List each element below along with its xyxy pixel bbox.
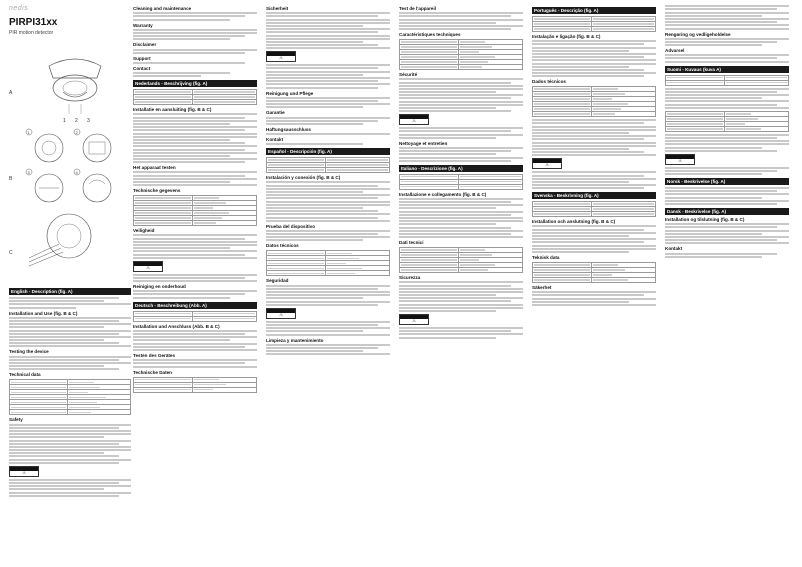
section-sicherheit: Sicherheit: [266, 6, 289, 11]
section-kontakt-da: Kontakt: [665, 246, 683, 252]
section-install-it: Installazione e collegamento (fig. B & C): [399, 191, 487, 197]
section-advarsel: Advarsel: [665, 48, 685, 54]
section-install-sv: Installation och anslutning (fig. B & C): [532, 219, 616, 225]
figure-area: [9, 48, 131, 278]
section-testing: Testing the device: [9, 349, 49, 355]
section-installation-nl: Installatie en aansluiting (fig. B & C): [133, 107, 212, 113]
section-german: Deutsch - Beschreibung (Abb. A): [133, 302, 257, 309]
section-tech-nl: Technische gegevens: [133, 188, 181, 194]
caution-label-fi: ⚠: [665, 154, 695, 165]
section-kontakt: Kontakt: [266, 137, 284, 143]
section-svenska: Svenska - Beskrivning (fig. A): [532, 192, 656, 199]
figure-label-a: A: [9, 90, 13, 96]
caution-label-it: ⚠: [399, 314, 429, 325]
callout-2: 2: [75, 118, 78, 124]
section-disclaimer: Disclaimer: [133, 42, 157, 48]
tech-table-en: [9, 379, 131, 415]
caution-label-de: ⚠: [266, 51, 296, 62]
section-reiniging: Reiniging en onderhoud: [133, 284, 186, 290]
section-securite: Sécurité: [399, 72, 418, 78]
column-4: [399, 4, 523, 560]
column-2: [133, 4, 257, 560]
section-sakerhet: Säkerhet: [532, 284, 552, 290]
section-testen: Het apparaat testen: [133, 165, 176, 171]
column-6: [665, 4, 789, 560]
section-veiligheid: Veiligheid: [133, 228, 155, 234]
section-dutch: Nederlands - Beschrijving (fig. A): [133, 80, 257, 87]
step-3: 3: [27, 170, 30, 175]
figure-label-c: C: [9, 250, 13, 256]
section-contact: Contact: [133, 65, 151, 71]
fig-c-wiring: [29, 214, 91, 266]
section-safety: Safety: [9, 417, 23, 423]
section-sicurezza: Sicurezza: [399, 275, 421, 281]
column-3: [266, 4, 390, 560]
brand-logo: nedis: [9, 5, 29, 12]
section-seguridad: Seguridad: [266, 278, 289, 284]
section-english: English - Description (fig. A): [9, 288, 131, 295]
step-4: 4: [75, 170, 78, 175]
section-garantie: Garantie: [266, 110, 285, 116]
section-support: Support: [133, 55, 151, 61]
section-portuguese: Português - Descrição (fig. A): [532, 7, 656, 14]
section-warranty: Warranty: [133, 22, 153, 28]
section-french-test: Test de l'appareil: [399, 6, 437, 11]
model-title: PIRPI31xx: [9, 17, 58, 28]
section-cleaning: Cleaning and maintenance: [133, 6, 192, 11]
section-install-es: Instalación y conexión (fig. B & C): [266, 175, 341, 181]
column-1: [9, 285, 131, 560]
section-rengoring: Rengøring og vedligeholdelse: [665, 31, 731, 37]
section-nettoyage: Nettoyage et entretien: [399, 140, 448, 146]
section-suomi: Suomi - Kuvaus (kuva A): [665, 66, 789, 73]
section-carac: Caractéristiques techniques: [399, 32, 461, 38]
section-dados: Dados técnicos: [532, 79, 566, 85]
caution-label: ⚠: [9, 466, 39, 477]
section-italian: Italiano - Descrizione (fig. A): [399, 165, 523, 172]
fig-a-detector: [49, 59, 101, 114]
section-test-de: Testen des Gerätes: [133, 352, 176, 358]
fig-b-steps: [26, 129, 111, 202]
section-install-de: Installation und Anschluss (Abb. B & C): [133, 323, 220, 329]
caution-label-nl: ⚠: [133, 261, 163, 272]
section-haftung: Haftungsausschluss: [266, 126, 311, 132]
figure-label-b: B: [9, 176, 13, 182]
caution-label-fr: ⚠: [399, 114, 429, 125]
section-teknisk: Teknisk data: [532, 254, 560, 260]
section-dansk: Dansk - Beskrivelse (fig. A): [665, 208, 789, 215]
section-spanish: Español - Descripción (fig. A): [266, 148, 390, 155]
section-install-da: Installation og tilslutning (fig. B & C): [665, 217, 745, 222]
caution-label-pt: ⚠: [532, 158, 562, 169]
step-1: 1: [27, 130, 30, 135]
section-reinigung: Reinigung und Pflege: [266, 90, 314, 96]
detector-diagrams: [9, 48, 131, 278]
section-installation-en: Installation and Use (fig. B & C): [9, 310, 78, 316]
callout-1: 1: [63, 118, 66, 124]
section-dati: Dati tecnici: [399, 240, 424, 246]
section-prueba: Prueba del dispositivo: [266, 223, 316, 229]
caution-label-es: ⚠: [266, 308, 296, 319]
product-subtitle: PIR motion detector: [9, 30, 54, 36]
section-install-pt: Instalação e ligação (fig. B & C): [532, 34, 601, 39]
section-norsk: Norsk - Beskrivelse (fig. A): [665, 178, 789, 185]
column-5: [532, 4, 656, 560]
section-technical: Technical data: [9, 372, 41, 378]
step-2: 2: [75, 130, 78, 135]
section-tech-de: Technische Daten: [133, 369, 172, 375]
callout-3: 3: [87, 118, 90, 124]
section-datos: Datos técnicos: [266, 243, 299, 249]
section-limpieza: Limpieza y mantenimiento: [266, 337, 324, 343]
